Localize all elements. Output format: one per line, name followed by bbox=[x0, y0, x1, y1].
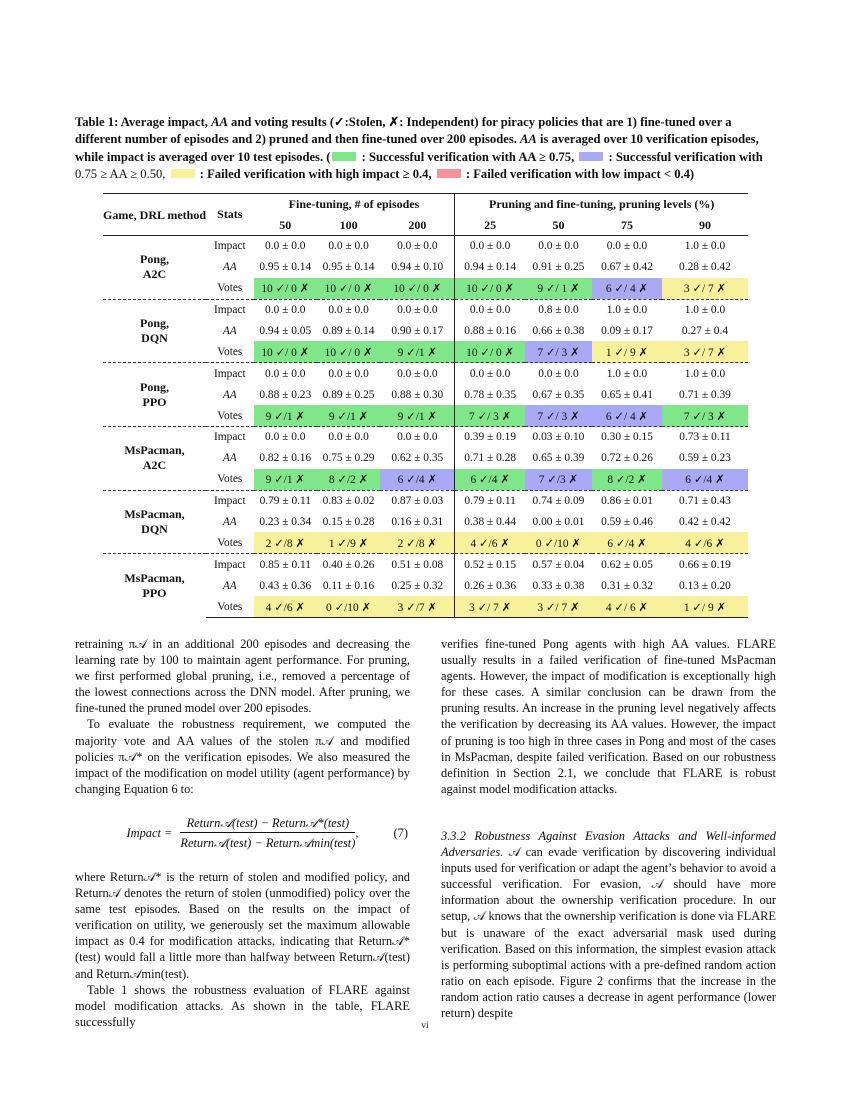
right-paragraph-2: 3.3.2 Robustness Against Evasion Attacks and Well-informed Adversaries. 𝒜 can evade verification by discovering individual inputs used for verification or adapt the agent’s behavior to avoid a successful verification. For evasion, 𝒜 should have more information about the ownership verification procedure. In our setup, 𝒜 knows that the ownership verification is done via FLARE but is unaware of the exact adversarial mask used during verification. Based on this information, the simplest evasion attack is performing suboptimal actions with a pre-defined random action ratio on each episode. Figure 2 confirms that the increase in the random action ratio causes a decrease in agent performance (lower return) despite bbox=[441, 828, 776, 1020]
aa-cell: 0.95 ± 0.14 bbox=[322, 261, 375, 274]
votes-cell: 6 ✓/4 ✗ bbox=[592, 532, 662, 553]
impact-cell: 0.71 ± 0.43 bbox=[662, 490, 748, 511]
aa-cell: 0.71 ± 0.39 bbox=[679, 388, 731, 401]
votes-cell: 9 ✓/1 ✗ bbox=[254, 405, 317, 426]
impact-cell: 0.57 ± 0.04 bbox=[525, 554, 592, 575]
impact-cell: 0.0 ± 0.0 bbox=[525, 363, 592, 384]
votes-cell: 9 ✓/1 ✗ bbox=[380, 341, 455, 362]
aa-cell: 0.78 ± 0.35 bbox=[464, 388, 517, 401]
votes-cell: 10 ✓/ 0 ✗ bbox=[317, 278, 380, 299]
impact-cell: 1.0 ± 0.0 bbox=[662, 363, 748, 384]
aa-cell: 0.65 ± 0.41 bbox=[601, 388, 653, 401]
table-row bbox=[103, 490, 748, 511]
votes-cell: 3 ✓/ 7 ✗ bbox=[455, 596, 525, 617]
header-game: Game, DRL method bbox=[103, 194, 206, 236]
aa-cell: 0.94 ± 0.10 bbox=[380, 257, 455, 278]
impact-cell: 0.0 ± 0.0 bbox=[317, 427, 380, 448]
table-row bbox=[103, 363, 748, 384]
stat-label-votes: Votes bbox=[217, 345, 243, 358]
votes-cell: 10 ✓/ 0 ✗ bbox=[455, 278, 525, 299]
table-row bbox=[103, 236, 748, 257]
impact-cell: 1.0 ± 0.0 bbox=[662, 236, 748, 257]
votes-cell: 7 ✓/ 3 ✗ bbox=[525, 341, 592, 362]
aa-cell: 0.90 ± 0.17 bbox=[380, 321, 455, 342]
votes-cell: 1 ✓/ 9 ✗ bbox=[662, 596, 748, 617]
column-header-6: 90 bbox=[698, 217, 711, 232]
game-method-label: MsPacman, A2C bbox=[103, 427, 206, 491]
impact-cell: 0.0 ± 0.0 bbox=[525, 236, 592, 257]
votes-cell: 8 ✓/2 ✗ bbox=[317, 469, 380, 490]
votes-cell: 7 ✓/ 3 ✗ bbox=[525, 405, 592, 426]
aa-cell: 0.62 ± 0.35 bbox=[380, 448, 455, 469]
impact-cell: 0.0 ± 0.0 bbox=[455, 236, 525, 257]
equation-7: Impact = $\frac{\text{Return𝒜(test) − Return𝒜*(test)}}{\text{Return𝒜(test) − Return𝒜min(test)}}$ , (7) bbox=[126, 815, 408, 850]
impact-cell: 0.0 ± 0.0 bbox=[455, 363, 525, 384]
legend-red-swatch bbox=[437, 169, 461, 178]
impact-cell: 0.51 ± 0.08 bbox=[380, 554, 455, 575]
table-caption: Table 1: Average impact, AA and voting results (✓:Stolen, ✗: Independent) for piracy policies that are 1) fine-tuned over a different number of episodes and 2) pruned and then fine-tuned over 200 episodes. AA is averaged over 10 verification episodes, while impact is averaged over 10 test episodes. ( : Successful verification with AA ≥ 0.75, : Successful verification with 0.75 ≥ AA ≥ 0.50, : Failed verification with high impact ≥ 0.4, : Failed verification with low impact < 0.4) bbox=[75, 115, 763, 181]
impact-cell: 0.30 ± 0.15 bbox=[592, 427, 662, 448]
impact-cell: 0.0 ± 0.0 bbox=[254, 299, 317, 320]
aa-cell: 0.88 ± 0.23 bbox=[259, 388, 312, 401]
stat-label-aa: AA bbox=[222, 579, 237, 592]
votes-cell: 6 ✓/ 4 ✗ bbox=[592, 405, 662, 426]
left-column bbox=[75, 636, 410, 1030]
table-row bbox=[103, 299, 748, 320]
table-row bbox=[103, 554, 748, 575]
votes-cell: 4 ✓/6 ✗ bbox=[662, 532, 748, 553]
impact-cell: 0.0 ± 0.0 bbox=[254, 427, 317, 448]
game-method-label: Pong, PPO bbox=[103, 363, 206, 427]
votes-cell: 0 ✓/10 ✗ bbox=[525, 532, 592, 553]
votes-cell: 2 ✓/8 ✗ bbox=[254, 532, 317, 553]
impact-cell: 0.8 ± 0.0 bbox=[525, 299, 592, 320]
aa-cell: 0.16 ± 0.31 bbox=[380, 512, 455, 533]
votes-cell: 9 ✓/1 ✗ bbox=[380, 405, 455, 426]
votes-cell: 6 ✓/4 ✗ bbox=[662, 469, 748, 490]
aa-cell: 0.13 ± 0.20 bbox=[679, 579, 731, 592]
aa-cell: 0.26 ± 0.36 bbox=[464, 579, 517, 592]
votes-cell: 10 ✓/ 0 ✗ bbox=[254, 278, 317, 299]
stat-label-votes: Votes bbox=[217, 282, 243, 295]
impact-cell: 1.0 ± 0.0 bbox=[662, 299, 748, 320]
aa-cell: 0.89 ± 0.25 bbox=[322, 388, 375, 401]
votes-cell: 0 ✓/10 ✗ bbox=[317, 596, 380, 617]
aa-cell: 0.82 ± 0.16 bbox=[259, 452, 312, 465]
aa-cell: 0.89 ± 0.14 bbox=[322, 325, 375, 337]
results-table bbox=[103, 193, 748, 618]
impact-cell: 0.0 ± 0.0 bbox=[254, 236, 317, 257]
impact-cell: 0.73 ± 0.11 bbox=[662, 427, 748, 448]
aa-cell: 0.67 ± 0.42 bbox=[601, 261, 653, 274]
column-header-0: 50 bbox=[279, 217, 292, 232]
aa-cell: 0.38 ± 0.44 bbox=[464, 516, 517, 529]
left-paragraph-3: where Return𝒜* is the return of stolen and modified policy, and Return𝒜 denotes the return of stolen (unmodified) policy over the same test episodes. Based on the results on the impact of verification on utility, we generously set the maximum allowable impact as 0.4 for modification attacks, indicating that Return𝒜*(test) would fall a little more than halfway between Return𝒜(test) and Return𝒜min(test). bbox=[75, 869, 410, 981]
impact-cell: 0.87 ± 0.03 bbox=[380, 490, 455, 511]
header-finetuning: Fine-tuning, # of episodes bbox=[254, 194, 455, 216]
impact-cell: 0.0 ± 0.0 bbox=[317, 363, 380, 384]
votes-cell: 4 ✓/ 6 ✗ bbox=[592, 596, 662, 617]
impact-cell: 1.0 ± 0.0 bbox=[592, 299, 662, 320]
aa-cell: 0.23 ± 0.34 bbox=[259, 516, 312, 529]
aa-cell: 0.43 ± 0.36 bbox=[259, 579, 312, 592]
votes-cell: 1 ✓/9 ✗ bbox=[317, 532, 380, 553]
votes-cell: 7 ✓/3 ✗ bbox=[525, 469, 592, 490]
aa-cell: 0.15 ± 0.28 bbox=[322, 516, 375, 529]
votes-cell: 10 ✓/ 0 ✗ bbox=[317, 341, 380, 362]
stat-label-votes: Votes bbox=[206, 596, 254, 617]
impact-cell: 0.0 ± 0.0 bbox=[254, 363, 317, 384]
aa-cell: 0.72 ± 0.26 bbox=[601, 452, 653, 465]
column-header-1: 100 bbox=[339, 217, 358, 232]
legend-green-swatch bbox=[332, 152, 356, 161]
aa-cell: 0.88 ± 0.30 bbox=[380, 384, 455, 405]
aa-cell: 0.59 ± 0.23 bbox=[679, 452, 731, 465]
votes-cell: 9 ✓/ 1 ✗ bbox=[525, 278, 592, 299]
impact-cell: 0.0 ± 0.0 bbox=[380, 236, 455, 257]
votes-cell: 3 ✓/7 ✗ bbox=[380, 596, 455, 617]
votes-cell: 10 ✓/ 0 ✗ bbox=[380, 278, 455, 299]
page-number: vi bbox=[421, 1021, 429, 1031]
votes-cell: 10 ✓/ 0 ✗ bbox=[455, 341, 525, 362]
impact-cell: 0.83 ± 0.02 bbox=[317, 490, 380, 511]
votes-cell: 9 ✓/1 ✗ bbox=[254, 469, 317, 490]
votes-cell: 6 ✓/4 ✗ bbox=[380, 469, 455, 490]
column-header-5: 75 bbox=[620, 217, 633, 232]
impact-cell: 0.0 ± 0.0 bbox=[455, 299, 525, 320]
equation-number: (7) bbox=[393, 825, 408, 840]
aa-cell: 0.67 ± 0.35 bbox=[532, 388, 585, 401]
votes-cell: 7 ✓/ 3 ✗ bbox=[662, 405, 748, 426]
votes-cell: 1 ✓/ 9 ✗ bbox=[592, 341, 662, 362]
votes-cell: 9 ✓/1 ✗ bbox=[317, 405, 380, 426]
aa-cell: 0.11 ± 0.16 bbox=[322, 579, 375, 592]
left-paragraph-1: retraining π𝒜 in an additional 200 episodes and decreasing the learning rate by 100 to maintain agent performance. For pruning, we first performed global pruning, i.e., removed a percentage of the lowest connections across the DNN model. After pruning, we fine-tuned the pruned model over 200 episodes. bbox=[75, 637, 410, 716]
impact-cell: 0.79 ± 0.11 bbox=[254, 490, 317, 511]
impact-cell: 0.0 ± 0.0 bbox=[380, 299, 455, 320]
impact-cell: 1.0 ± 0.0 bbox=[592, 363, 662, 384]
left-paragraph-2: To evaluate the robustness requirement, we computed the majority vote and AA values of the stolen π𝒜 and modified policies π𝒜* on the verification episodes. We also measured the impact of the modification on model utility (agent performance) by changing Equation 6 to: bbox=[75, 717, 410, 796]
aa-cell: 0.27 ± 0.4 bbox=[681, 325, 729, 337]
impact-cell: 0.0 ± 0.0 bbox=[380, 363, 455, 384]
aa-cell: 0.42 ± 0.42 bbox=[679, 516, 731, 529]
stat-label-aa: AA bbox=[222, 325, 237, 337]
aa-cell: 0.75 ± 0.29 bbox=[322, 452, 375, 465]
aa-cell: 0.28 ± 0.42 bbox=[679, 261, 731, 274]
aa-cell: 0.94 ± 0.05 bbox=[259, 325, 312, 337]
aa-cell: 0.95 ± 0.14 bbox=[259, 261, 312, 274]
impact-cell: 0.52 ± 0.15 bbox=[455, 554, 525, 575]
votes-cell: 4 ✓/6 ✗ bbox=[254, 596, 317, 617]
column-header-4: 50 bbox=[552, 217, 565, 232]
aa-cell: 0.59 ± 0.46 bbox=[601, 516, 653, 529]
stat-label-impact: Impact bbox=[206, 490, 254, 511]
stat-label-aa: AA bbox=[222, 452, 237, 465]
game-method-label: Pong, A2C bbox=[103, 236, 206, 300]
aa-cell: 0.09 ± 0.17 bbox=[601, 325, 653, 337]
legend-yellow-swatch bbox=[171, 169, 195, 178]
aa-cell: 0.66 ± 0.38 bbox=[532, 325, 585, 337]
column-header-2: 200 bbox=[380, 215, 455, 236]
impact-cell: 0.0 ± 0.0 bbox=[317, 236, 380, 257]
aa-cell: 0.71 ± 0.28 bbox=[464, 452, 517, 465]
stat-label-impact: Impact bbox=[206, 363, 254, 384]
impact-cell: 0.79 ± 0.11 bbox=[455, 490, 525, 511]
votes-cell: 3 ✓/ 7 ✗ bbox=[662, 278, 748, 299]
stat-label-aa: AA bbox=[222, 388, 237, 401]
impact-cell: 0.62 ± 0.05 bbox=[592, 554, 662, 575]
stat-label-impact: Impact bbox=[206, 427, 254, 448]
section-heading: 3.3.2 Robustness Against Evasion Attacks and Well-informed Adversaries. bbox=[441, 828, 776, 860]
impact-cell: 0.0 ± 0.0 bbox=[380, 427, 455, 448]
stat-label-impact: Impact bbox=[206, 299, 254, 320]
impact-cell: 0.40 ± 0.26 bbox=[317, 554, 380, 575]
game-method-label: MsPacman, DQN bbox=[103, 490, 206, 554]
right-paragraph-1: verifies fine-tuned Pong agents with high AA values. FLARE usually results in a failed verification of fine-tuned MsPacman agents. However, the impact of modification is exceptionally high for these cases. A similar conclusion can be drawn from the pruning results. An increase in the pruning level negatively affects the verification by decreasing its AA values. However, the impact of pruning is too high in three cases in Pong and most of the cases in MsPacman, despite failed verification. Based on our robustness definition in Section 2.1, we conclude that FLARE is robust against model modification attacks. bbox=[441, 637, 776, 796]
impact-cell: 0.86 ± 0.01 bbox=[592, 490, 662, 511]
aa-cell: 0.88 ± 0.16 bbox=[464, 325, 517, 337]
stat-label-impact: Impact bbox=[206, 554, 254, 575]
aa-cell: 0.33 ± 0.38 bbox=[532, 579, 585, 592]
game-method-label: Pong, DQN bbox=[103, 299, 206, 363]
aa-cell: 0.94 ± 0.14 bbox=[464, 261, 517, 274]
stat-label-aa: AA bbox=[222, 516, 237, 529]
votes-cell: 3 ✓/ 7 ✗ bbox=[662, 341, 748, 362]
stat-label-impact: Impact bbox=[206, 236, 254, 257]
impact-cell: 0.0 ± 0.0 bbox=[317, 299, 380, 320]
game-method-label: MsPacman, PPO bbox=[103, 554, 206, 618]
votes-cell: 6 ✓/4 ✗ bbox=[455, 469, 525, 490]
votes-cell: 10 ✓/ 0 ✗ bbox=[254, 341, 317, 362]
votes-cell: 3 ✓/ 7 ✗ bbox=[525, 596, 592, 617]
stat-label-votes: Votes bbox=[217, 409, 243, 422]
impact-cell: 0.85 ± 0.11 bbox=[254, 554, 317, 575]
header-pruning: Pruning and fine-tuning, pruning levels (%) bbox=[455, 194, 748, 216]
stat-label-votes: Votes bbox=[217, 536, 243, 549]
aa-cell: 0.65 ± 0.39 bbox=[532, 452, 585, 465]
header-stats: Stats bbox=[206, 194, 254, 236]
stat-label-aa: AA bbox=[222, 261, 237, 274]
aa-cell: 0.31 ± 0.32 bbox=[601, 579, 653, 592]
votes-cell: 2 ✓/8 ✗ bbox=[380, 532, 455, 553]
votes-cell: 7 ✓/ 3 ✗ bbox=[455, 405, 525, 426]
votes-cell: 6 ✓/ 4 ✗ bbox=[592, 278, 662, 299]
table-row bbox=[103, 427, 748, 448]
column-header-3: 25 bbox=[484, 217, 497, 232]
aa-cell: 0.91 ± 0.25 bbox=[532, 261, 585, 274]
votes-cell: 8 ✓/2 ✗ bbox=[592, 469, 662, 490]
votes-cell: 4 ✓/6 ✗ bbox=[455, 532, 525, 553]
stat-label-votes: Votes bbox=[217, 473, 243, 486]
impact-cell: 0.39 ± 0.19 bbox=[455, 427, 525, 448]
left-paragraph-4: Table 1 shows the robustness evaluation of FLARE against model modification attacks. As shown in the table, FLARE successfully bbox=[75, 982, 410, 1029]
legend-blue-swatch bbox=[579, 152, 603, 161]
impact-cell: 0.74 ± 0.09 bbox=[525, 490, 592, 511]
right-column bbox=[441, 636, 776, 1021]
impact-cell: 0.0 ± 0.0 bbox=[592, 236, 662, 257]
aa-cell: 0.25 ± 0.32 bbox=[380, 575, 455, 596]
impact-cell: 0.66 ± 0.19 bbox=[662, 554, 748, 575]
impact-cell: 0.03 ± 0.10 bbox=[525, 427, 592, 448]
aa-cell: 0.00 ± 0.01 bbox=[532, 516, 585, 529]
